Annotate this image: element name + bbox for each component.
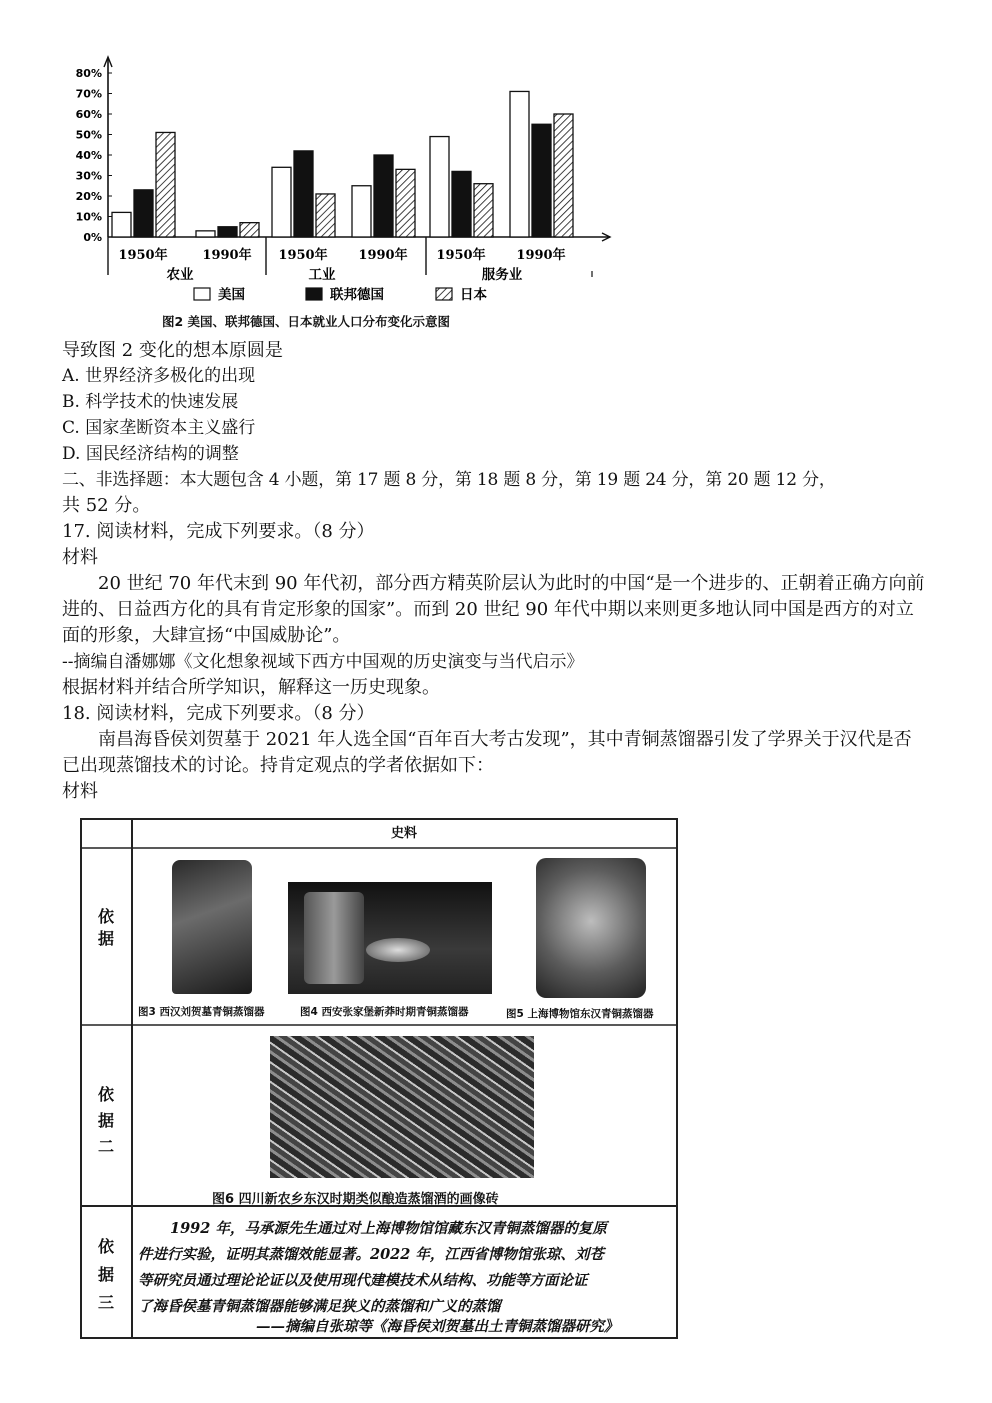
fig4-vessel-highlight [304, 892, 364, 984]
material-table [80, 818, 680, 1340]
question-18-intro: 南昌海昏侯刘贺墓于 2021 年人选全国“百年百大考古发现”，其中青铜蒸馏器引发了学界关于汉代是否已出现蒸馏技术的讨论。持肯定观点的学者依据如下： [62, 729, 912, 776]
section-2-heading-cont: 共 52 分。 [62, 495, 151, 516]
y-tick-label: 30% [75, 169, 102, 183]
y-tick-label: 20% [75, 190, 102, 203]
bar-日本-服务业 1950年 [474, 184, 493, 237]
bar-美国-服务业 1950年 [430, 137, 449, 237]
row-3-source: ——摘编自张琼等《海昏侯刘贺墓出土青铜蒸馏器研究》 [256, 1318, 619, 1335]
bar-日本-服务业 1990年 [554, 114, 573, 237]
y-tick-label: 50% [75, 128, 102, 142]
year-label: 1990年 [516, 248, 566, 263]
bar-联邦德国-服务业 1990年 [532, 124, 551, 237]
question-17-material: 20 世纪 70 年代末到 90 年代初，部分西方精英阶层认为此时的中国“是一个进步的、正朝着正确方向前进的、日益西方化的具有肯定形象的国家”。而到 20 世纪 90 年代中期以来则更多地认同中国是西方的对立面的形象，大肆宣扬“中国威胁论”。 [62, 573, 925, 646]
y-tick-label: 10% [75, 210, 102, 224]
row-3-text-line-3: 等研究员通过理论论证以及使用现代建模技术从结构、功能等方面论证 [138, 1272, 588, 1289]
year-label: 1950年 [436, 248, 486, 263]
row-1-label-char-2: 据 [97, 929, 114, 948]
y-tick-label: 70% [75, 87, 102, 101]
fig6-caption: 图6 四川新农乡东汉时期类似酿造蒸馏酒的画像砖 [212, 1192, 499, 1207]
bar-联邦德国-农业 1990年 [218, 227, 237, 237]
bar-美国-服务业 1990年 [510, 91, 529, 237]
legend-swatch-美国 [194, 288, 210, 300]
legend-label-日本: 日本 [460, 287, 487, 303]
bar-美国-工业 1950年 [272, 167, 291, 237]
legend-swatch-联邦德国 [306, 288, 322, 300]
option-d: D. 国民经济结构的调整 [62, 444, 239, 464]
fig5-photo [536, 858, 646, 998]
bar-日本-农业 1990年 [240, 223, 259, 237]
legend-swatch-日本 [436, 288, 452, 300]
y-tick-label: 60% [75, 108, 102, 121]
chart-figure-2 [62, 50, 622, 340]
question-17-task: 根据材料并结合所学知识，解释这一历史现象。 [62, 677, 440, 698]
group-label: 农业 [166, 267, 194, 283]
row-3-label-char-2: 据 [97, 1265, 114, 1284]
row-3-label-char-1: 依 [97, 1237, 114, 1256]
year-label: 1990年 [202, 248, 252, 263]
material-label-2: 材料 [62, 781, 98, 802]
fig4-caption: 图4 西安张家堡新莽时期青铜蒸馏器 [300, 1006, 469, 1018]
fig6-photo [270, 1036, 534, 1178]
fig4-plate-highlight [366, 938, 430, 962]
employment-bar-chart [62, 50, 622, 340]
chart-caption: 图2 美国、联邦德国、日本就业人口分布变化示意图 [162, 314, 451, 329]
fig3-caption: 图3 西汉刘贺墓青铜蒸馏器 [138, 1006, 265, 1018]
row-2-label-char-2: 据 [97, 1111, 114, 1130]
y-tick-label: 0% [83, 231, 102, 244]
legend-label-联邦德国: 联邦德国 [330, 287, 384, 303]
group-label: 工业 [308, 267, 336, 283]
question-17-title: 17. 阅读材料，完成下列要求。（8 分） [62, 521, 375, 542]
row-1-label-char-1: 依 [97, 907, 114, 926]
row-3-text-line-2: 件进行实验，证明其蒸馏效能显著。2022 年，江西省博物馆张琼、刘苍 [138, 1246, 604, 1263]
question-18-title: 18. 阅读材料，完成下列要求。（8 分） [62, 703, 375, 724]
fig5-caption: 图5 上海博物馆东汉青铜蒸馏器 [506, 1008, 654, 1020]
bar-联邦德国-工业 1990年 [374, 155, 393, 237]
bar-美国-工业 1990年 [352, 186, 371, 237]
table-header: 史料 [390, 826, 417, 841]
bar-日本-工业 1950年 [316, 194, 335, 237]
option-b: B. 科学技术的快速发展 [62, 392, 239, 412]
year-label: 1990年 [358, 248, 408, 263]
option-c: C. 国家垄断资本主义盛行 [62, 418, 256, 438]
option-a: A. 世界经济多极化的出现 [62, 366, 256, 386]
row-2-label-char-3: 二 [97, 1137, 114, 1156]
row-3-text-line-1: 1992 年，马承源先生通过对上海博物馆馆藏东汉青铜蒸馏器的复原 [170, 1220, 607, 1237]
bar-美国-农业 1950年 [112, 212, 131, 237]
row-3-text-line-4: 了海昏侯墓青铜蒸馏器能够满足狭义的蒸馏和广义的蒸馏 [138, 1298, 501, 1315]
question-17-source: --摘编自潘娜娜《文化想象视域下西方中国观的历史演变与当代启示》 [62, 652, 584, 672]
bar-日本-工业 1990年 [396, 169, 415, 237]
bar-日本-农业 1950年 [156, 132, 175, 237]
row-3-label-char-3: 三 [97, 1293, 114, 1312]
bar-联邦德国-服务业 1950年 [452, 171, 471, 237]
bar-联邦德国-农业 1950年 [134, 190, 153, 237]
y-tick-label: 80% [75, 67, 102, 80]
material-label: 材料 [62, 547, 98, 568]
bar-联邦德国-工业 1950年 [294, 151, 313, 237]
legend-label-美国: 美国 [218, 287, 245, 303]
row-2-label-char-1: 依 [97, 1085, 114, 1104]
question-16-stem: 导致图 2 变化的想本原圆是 [62, 340, 283, 361]
group-label: 服务业 [481, 267, 523, 283]
year-label: 1950年 [118, 248, 168, 263]
fig3-photo [172, 860, 252, 994]
bar-美国-农业 1990年 [196, 231, 215, 237]
section-2-heading: 二、非选择题：本大题包含 4 小题，第 17 题 8 分，第 18 题 8 分，第 19 题 24 分，第 20 题 12 分， [62, 470, 836, 490]
y-tick-label: 40% [75, 149, 102, 162]
year-label: 1950年 [278, 248, 328, 263]
